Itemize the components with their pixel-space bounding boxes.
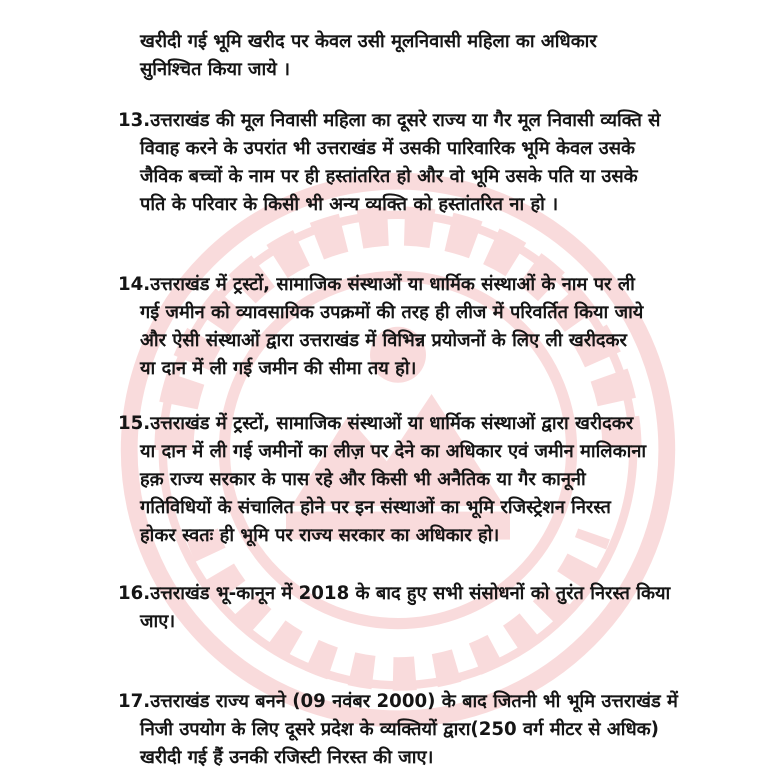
paragraph-14 [118, 271, 643, 383]
paragraph-intro [140, 28, 597, 84]
text-line: गई जमीन को व्यावसायिक उपक्रमों की तरह ही लीज में परिवर्तित किया जाये [140, 302, 644, 323]
text-line [118, 410, 646, 438]
text-line: होकर स्वतः ही भूमि पर राज्य सरकार का अधिकार हो। [140, 525, 500, 546]
text-line: या दान में ली गई जमीन की सीमा तय हो। [140, 358, 417, 379]
paragraph-number: 15. [118, 413, 151, 434]
text-line: हक़ राज्य सरकार के पास रहे और किसी भी अनैतिक या गैर कानूनी [140, 469, 586, 490]
text-line [118, 271, 643, 299]
paragraph-15 [118, 410, 646, 550]
paragraph-number: 17. [118, 691, 151, 712]
text-line: खरीदी गई भूमि खरीद पर केवल उसी मूलनिवासी महिला का अधिकार [140, 31, 597, 52]
paragraph-13 [118, 107, 660, 219]
paragraph-number: 14. [118, 274, 151, 295]
text-line-content: उत्तराखंड में ट्रस्टों, सामाजिक संस्थाओं या धार्मिक संस्थाओं द्वारा खरीदकर [150, 413, 634, 434]
text-line-content: उत्तराखंड में ट्रस्टों, सामाजिक संस्थाओं या धार्मिक संस्थाओं के नाम पर ली [150, 274, 635, 295]
paragraph-17 [118, 688, 678, 768]
text-line: जैविक बच्चों के नाम पर ही हस्तांतरित हो और वो भूमि उसके पति या उसके [140, 166, 638, 187]
text-line: पति के परिवार के किसी भी अन्य व्यक्ति को हस्तांतरित ना हो । [140, 194, 559, 215]
text-line [118, 580, 670, 608]
text-line: या दान में ली गई जमीनों का लीज़ पर देने का अधिकार एवं जमीन मालिकाना [140, 441, 647, 462]
text-line: गतिविधियों के संचालित होने पर इन संस्थाओं का भूमि रजिस्ट्रेशन निरस्त [140, 497, 611, 518]
text-line: और ऐसी संस्थाओं द्वारा उत्तराखंड में विभिन्न प्रयोजनों के लिए ली खरीदकर [140, 330, 627, 351]
text-line: जाए। [140, 611, 176, 632]
text-line-content: उत्तराखंड भू-कानून में 2018 के बाद हुए सभी संसोधनों को तुरंत निरस्त किया [150, 583, 671, 604]
paragraph-number: 13. [118, 110, 151, 131]
text-line: सुनिश्चित किया जाये । [140, 59, 291, 80]
paragraph-number: 16. [118, 583, 151, 604]
text-line [118, 688, 678, 716]
text-line [118, 107, 660, 135]
text-line-content: उत्तराखंड की मूल निवासी महिला का दूसरे राज्य या गैर मूल निवासी व्यक्ति से [150, 110, 661, 131]
paragraph-16 [118, 580, 670, 636]
text-line: विवाह करने के उपरांत भी उत्तराखंड में उसकी पारिवारिक भूमि केवल उसके [140, 138, 635, 159]
text-line: निजी उपयोग के लिए दूसरे प्रदेश के व्यक्तियों द्वारा(250 वर्ग मीटर से अधिक) [140, 719, 659, 740]
text-line-content: उत्तराखंड राज्य बनने (09 नवंबर 2000) के बाद जितनी भी भूमि उत्तराखंड में [150, 691, 678, 712]
text-line: खरीदी गई हैं उनकी रजिस्टी निरस्त की जाए। [140, 747, 434, 768]
